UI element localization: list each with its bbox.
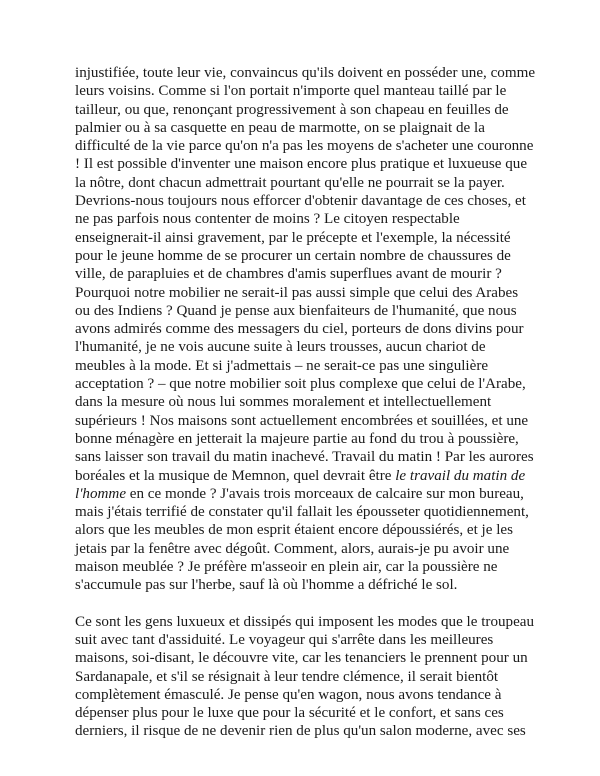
text-line: jetais par la fenêtre avec dégoût. Comment, alors, aurais-je pu avoir une bbox=[75, 540, 510, 557]
text-line: maisons, soi-disant, le découvre vite, car les tenanciers le prennent pour un bbox=[75, 650, 528, 667]
text-line: ! Il est possible d'inventer une maison encore plus pratique et luxueuse que bbox=[75, 156, 528, 173]
text-line: meubles à la mode. Et si j'admettais – ne serait-ce pas une singulière bbox=[75, 357, 489, 374]
text-line: palmier ou à sa casquette en peau de marmotte, on se plaignait de la bbox=[75, 119, 485, 136]
text-line: mais j'étais terrifié de constater qu'il fallait les épousseter quotidiennement, bbox=[75, 504, 529, 521]
paragraph bbox=[75, 613, 535, 741]
text-line: dépenser plus pour le luxe que pour la sécurité et le confort, et sans ces bbox=[75, 705, 504, 722]
text-line: sans laisser son travail du matin inachevé. Travail du matin ! Par les aurores bbox=[75, 449, 534, 466]
text-line bbox=[75, 485, 527, 503]
text-line: leurs voisins. Comme si l'on portait n'importe quel manteau taillé par le bbox=[75, 83, 507, 100]
text-line: difficulté de la vie parce qu'on n'a pas les moyens de s'acheter une couronne bbox=[75, 138, 534, 155]
text-line: maison meublée ? Je préfère m'asseoir en plein air, car la poussière ne bbox=[75, 559, 498, 576]
text-line: ville, de parapluies et de chambres d'amis superflues avant de mourir ? bbox=[75, 266, 502, 283]
document-page bbox=[75, 64, 536, 741]
text-line: s'accumule pas sur l'herbe, sauf là où l'homme a défriché le sol. bbox=[75, 577, 458, 594]
text-line: supérieurs ! Nos maisons sont actuellement encombrées et souillées, et une bbox=[75, 412, 529, 429]
text-line: injustifiée, toute leur vie, convaincus qu'ils doivent en posséder une, comme bbox=[75, 65, 536, 81]
text-line: pour le jeune homme de se procurer un certain nombre de chaussures de bbox=[75, 247, 511, 264]
text-line: ou des Indiens ? Quand je pense aux bienfaiteurs de l'humanité, que nous bbox=[75, 302, 517, 319]
text-line: Pourquoi notre mobilier ne serait-il pas aussi simple que celui des Arabes bbox=[75, 284, 519, 301]
text-line: l'humanité, je ne vois aucune suite à leurs trousses, aucun chariot de bbox=[75, 339, 486, 356]
text-run: en ce monde ? J'avais trois morceaux de calcaire sur mon bureau, bbox=[126, 485, 524, 502]
paragraph bbox=[75, 64, 536, 595]
text-line: acceptation ? – que notre mobilier soit plus complexe que celui de l'Arabe, bbox=[75, 376, 526, 393]
text-line: Ce sont les gens luxueux et dissipés qui imposent les modes que le troupeau bbox=[75, 613, 535, 630]
text-line bbox=[75, 467, 527, 485]
text-line: suit avec tant d'assiduité. Le voyageur qui s'arrête dans les meilleures bbox=[75, 631, 494, 648]
text-line: Devrions-nous toujours nous efforcer d'obtenir davantage de ces choses, et bbox=[75, 193, 526, 210]
italic-phrase: le travail du matin de bbox=[395, 467, 526, 484]
text-line: ne pas parfois nous contenter de moins ? Le citoyen respectable bbox=[75, 211, 460, 228]
text-line: bonne ménagère en jetterait la majeure partie au fond du trou à poussière, bbox=[75, 430, 519, 447]
text-line: complètement émasculé. Je pense qu'en wagon, nous avons tendance à bbox=[75, 686, 502, 703]
text-line: la nôtre, dont chacun admettrait pourtant qu'elle ne pourrait se la payer. bbox=[75, 174, 505, 191]
text-line: alors que les meubles de mon esprit étaient encore dépoussiérés, et je les bbox=[75, 522, 513, 539]
text-line: enseignerait-il ainsi gravement, par le précepte et l'exemple, la nécessité bbox=[75, 229, 511, 246]
text-run: boréales et la musique de Memnon, quel devrait être bbox=[75, 467, 396, 484]
italic-phrase: l'homme bbox=[75, 485, 127, 502]
text-line: Sardanapale, et s'il se résignait à leur tendre clémence, il serait bientôt bbox=[75, 668, 499, 685]
text-line: tailleur, ou que, renonçant progressivement à son chapeau en feuilles de bbox=[75, 101, 509, 118]
text-line: derniers, il risque de ne devenir rien de plus qu'un salon moderne, avec ses bbox=[75, 723, 526, 740]
text-line: dans la mesure où nous lui sommes moralement et intellectuellement bbox=[75, 394, 492, 411]
text-line: avons admirés comme des messagers du ciel, porteurs de dons divins pour bbox=[75, 321, 524, 338]
